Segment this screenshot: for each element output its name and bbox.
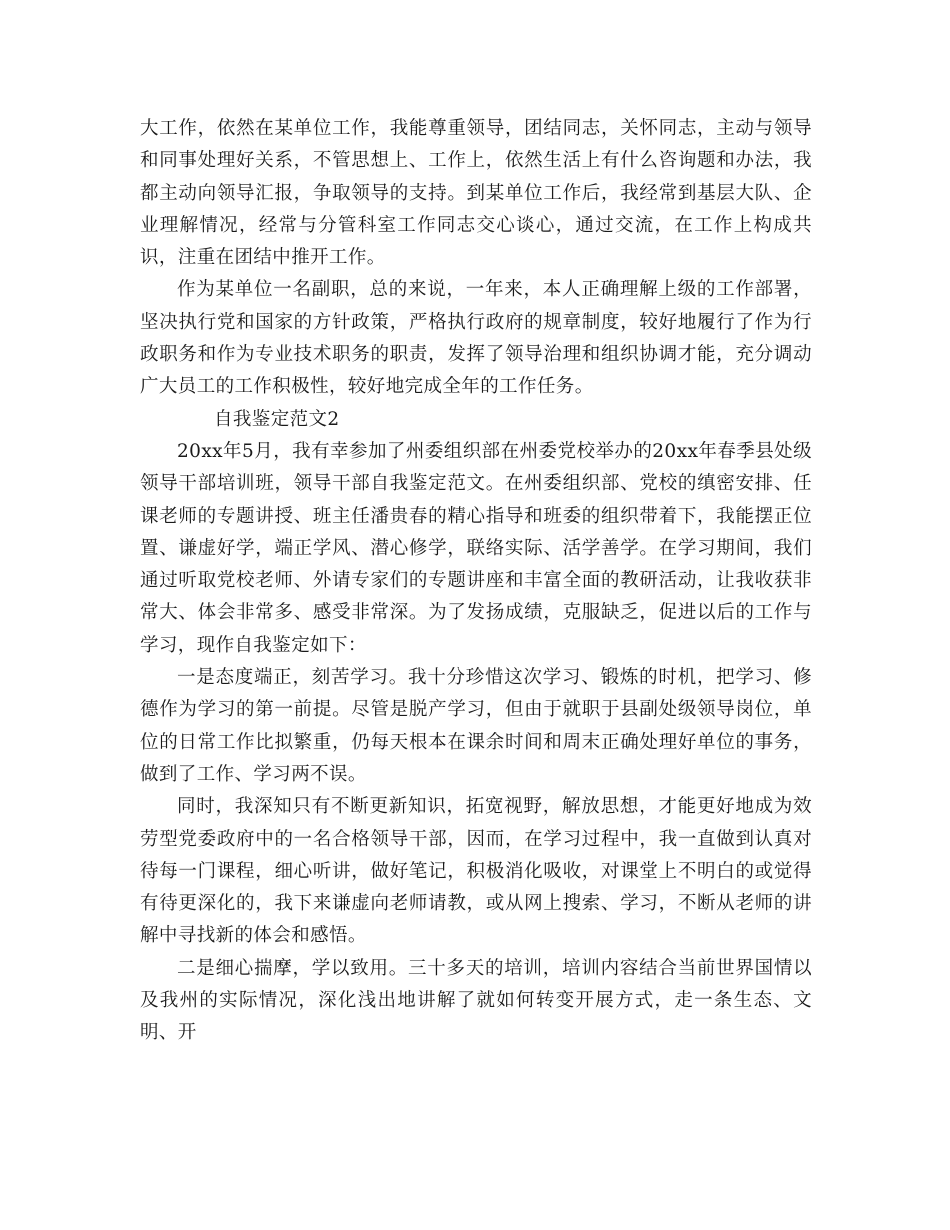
paragraph-point-one: 一是态度端正，刻苦学习。我十分珍惜这次学习、锻炼的时机，把学习、修德作为学习的第一前提。尽管是脱产学习，但由于就职于县副处级领导岗位，单位的日常工作比拟繁重，仍每天根本在课余时间和周末正确处理好单位的事务，做到了工作、学习两不误。 (140, 667, 812, 785)
paragraph-continuation: 大工作，依然在某单位工作，我能尊重领导，团结同志，关怀同志，主动与领导和同事处理好关系，不管思想上、工作上，依然生活上有什么咨询题和办法，我都主动向领导汇报，争取领导的支持。到某单位工作后，我经常到基层大队、企业理解情况，经常与分管科室工作同志交心谈心，通过交流，在工作上构成共识，注重在团结中推开工作。 (140, 118, 812, 269)
paragraph-point-one-cont: 同时，我深知只有不断更新知识，拓宽视野，解放思想，才能更好地成为效劳型党委政府中的一名合格领导干部，因而，在学习过程中，我一直做到认真对待每一门课程，细心听讲，做好笔记，积极消化吸收，对课堂上不明白的或觉得有待更深化的，我下来谦虚向老师请教，或从网上搜索、学习，不断从老师的讲解中寻找新的体会和感悟。 (140, 796, 812, 947)
paragraph-intro: 20xx年5月，我有幸参加了州委组织部在州委党校举办的20xx年春季县处级领导干部培训班，领导干部自我鉴定范文。在州委组织部、党校的缜密安排、任课老师的专题讲授、班主任潘贵春的精心指导和班委的组织带着下，我能摆正位置、谦虚好学，端正学风、潜心修学，联络实际、活学善学。在学习期间，我们通过听取党校老师、外请专家们的专题讲座和丰富全面的教研活动，让我收获非常大、体会非常多、感受非常深。为了发扬成绩，克服缺乏，促进以后的工作与学习，现作自我鉴定如下： (140, 440, 812, 656)
document-body (140, 113, 812, 1050)
paragraph-point-two: 二是细心揣摩，学以致用。三十多天的培训，培训内容结合当前世界国情以及我州的实际情况，深化浅出地讲解了就如何转变开展方式，走一条生态、文明、开 (140, 957, 812, 1044)
paragraph-summary: 作为某单位一名副职，总的来说，一年来，本人正确理解上级的工作部署，坚决执行党和国家的方针政策，严格执行政府的规章制度，较好地履行了作为行政职务和作为专业技术职务的职责，发挥了领导治理和组织协调才能，充分调动广大员工的工作积极性，较好地完成全年的工作任务。 (140, 279, 812, 398)
section-heading: 自我鉴定范文2 (214, 408, 340, 430)
